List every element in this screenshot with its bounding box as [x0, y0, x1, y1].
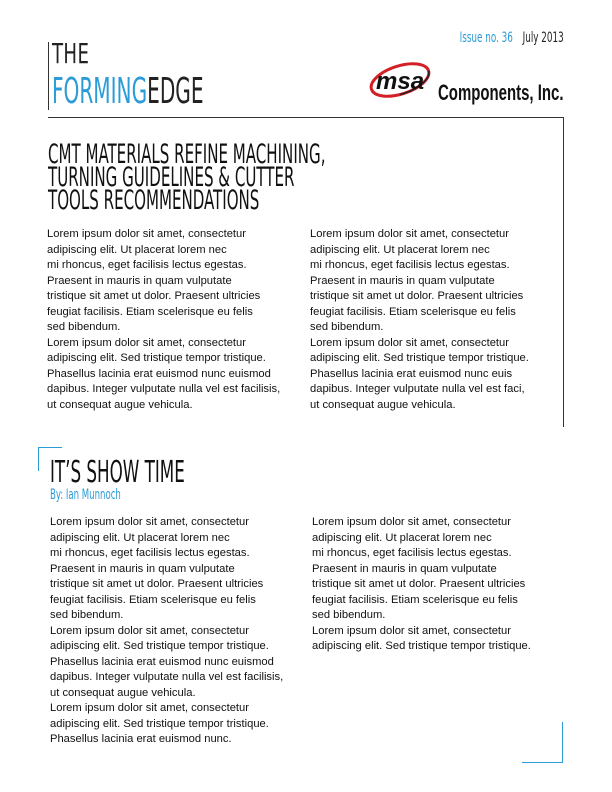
masthead-title	[52, 71, 204, 112]
article1-title	[48, 139, 326, 216]
section1-right-rule	[563, 117, 564, 427]
article2-column-right: Lorem ipsum dolor sit amet, consectetur adipiscing elit. Ut placerat lorem nec mi rhoncus, eget facilisis lectus egestas. Praesent in mauris in quam vulputate tristique sit amet ut dolor. Praesent ultricies feugiat facilisis. Etiam scelerisque eu felis sed bibendum. Lorem ipsum dolor sit amet, consectetur adipiscing elit. Sed tristique tempor tristique.	[312, 516, 531, 652]
masthead-forming: FORMING	[52, 71, 148, 112]
article1-column-right: Lorem ipsum dolor sit amet, consectetur adipiscing elit. Ut placerat lorem nec mi rhoncus, eget facilisis lectus egestas. Praesent in mauris in quam vulputate tristique sit amet ut dolor. Praesent ultricies feugiat facilisis. Etiam scelerisque eu felis sed bibendum. Lorem ipsum dolor sit amet, consectetur adipiscing elit. Sed tristique tempor tristique. Phasellus lacinia erat euismod nunc euis dapibus. Integer vulputate nulla vel est faci, ut consequat augue vehicula.	[310, 228, 529, 411]
company-name: Components, Inc.	[438, 80, 564, 105]
masthead-the: THE	[52, 37, 90, 70]
issue-number: Issue no. 36	[459, 30, 514, 46]
article1-title-line: TOOLS RECOMMENDATIONS	[48, 185, 260, 216]
article1-title-line: TURNING GUIDELINES & CUTTER	[48, 162, 295, 193]
article1-column-left: Lorem ipsum dolor sit amet, consectetur adipiscing elit. Ut placerat lorem nec mi rhoncus, eget facilisis lectus egestas. Praesent in mauris in quam vulputate tristique sit amet ut dolor. Praesent ultricies feugiat facilisis. Etiam scelerisque eu felis sed bibendum. Lorem ipsum dolor sit amet, consectetur adipiscing elit. Sed tristique tempor tristique. Phasellus lacinia erat euismod nunc euismod dapibus. Integer vulputate nulla vel est facilisis, ut consequat augue vehicula.	[47, 228, 281, 411]
page-corner-bottom	[522, 762, 563, 763]
section2-corner-top	[38, 447, 62, 448]
issue-info	[460, 30, 564, 46]
masthead-edge: EDGE	[147, 71, 204, 112]
section1-top-rule	[48, 117, 564, 118]
logo-mark-text: msa	[376, 68, 425, 95]
article2-title: IT’S SHOW TIME	[50, 455, 185, 490]
article1-title-line: CMT MATERIALS REFINE MACHINING,	[48, 139, 326, 170]
article2-column-left: Lorem ipsum dolor sit amet, consectetur adipiscing elit. Ut placerat lorem nec mi rhoncus, eget facilisis lectus egestas. Praesent in mauris in quam vulputate tristique sit amet ut dolor. Praesent ultricies feugiat facilisis. Etiam scelerisque eu felis sed bibendum. Lorem ipsum dolor sit amet, consectetur adipiscing elit. Sed tristique tempor tristique. Phasellus lacinia erat euismod nunc euismod dapibus. Integer vulputate nulla vel est facilisis, ut consequat augue vehicula. Lorem ipsum dolor sit amet, consectetur adipiscing elit. Sed tristique tempor tristique. Phasellus lacinia erat euismod nunc.	[50, 516, 284, 745]
issue-date: July 2013	[522, 30, 564, 46]
page-corner-right	[562, 722, 563, 762]
masthead-rule	[48, 42, 49, 110]
section2-corner-left	[38, 447, 39, 471]
article2-byline: By: Ian Munnoch	[50, 487, 121, 503]
